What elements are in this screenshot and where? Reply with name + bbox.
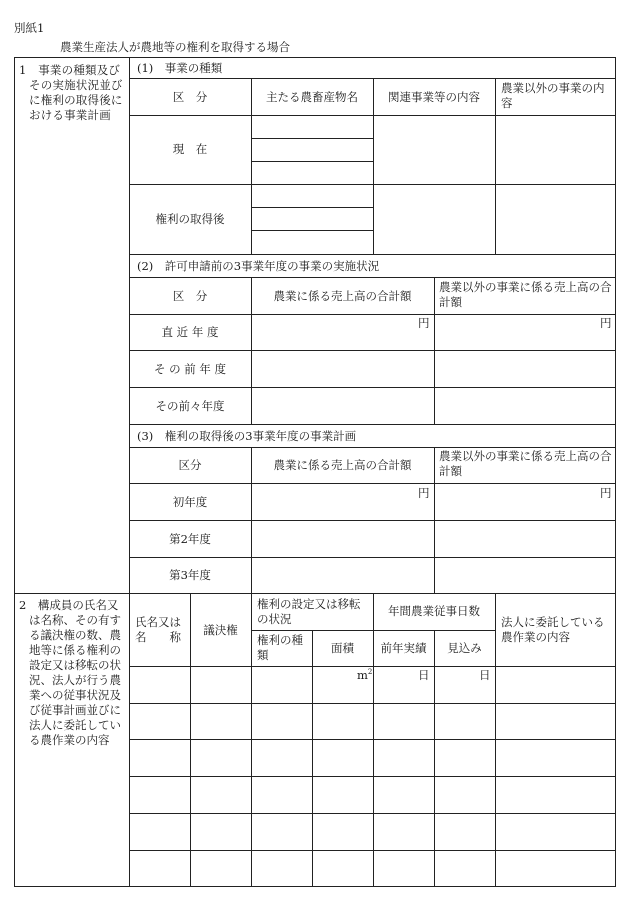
subsection3-title: (3) 権利の取得後の3事業年度の事業計画 (137, 429, 357, 443)
sub3-header-non-agri-sales: 農業以外の事業に係る売上高の合計額 (439, 449, 612, 478)
s2-unit-prev-days: 日 (418, 668, 430, 682)
sub3-row-second-year: 第2年度 (169, 532, 211, 546)
s2-header-entrusted-line: 農作業の内容 (501, 630, 570, 644)
annex-number: 別紙1 (14, 21, 45, 35)
section2-label-line: 設定又は移転の状 (29, 658, 121, 672)
sub2-unit-agri: 円 (418, 316, 430, 330)
sub2-unit-non-agri: 円 (600, 316, 612, 330)
s2-header-days: 年間農業従事日数 (388, 604, 480, 618)
s2-unit-area (357, 668, 372, 683)
s2-header-prev-actual: 前年実績 (380, 641, 427, 655)
sub2-header-agri-sales: 農業に係る売上高の合計額 (273, 289, 412, 303)
sub1-header-non-agri-business: 農業以外の事業の内容 (501, 81, 605, 110)
sub2-header-non-agri-sales: 農業以外の事業に係る売上高の合計額 (439, 280, 612, 309)
sub3-unit-non-agri: 円 (600, 486, 612, 500)
sub1-row-after-acquisition: 権利の取得後 (155, 212, 225, 226)
section2-label-line: る農作業の内容 (29, 733, 110, 747)
section1-label (19, 63, 127, 123)
s2-header-rights-type-line: 権利の種 (257, 633, 303, 647)
s2-unit-area-sup: 2 (367, 668, 373, 677)
s2-header-name-line: 氏名又は (135, 615, 181, 629)
section2-label-line: 法人に委託してい (29, 718, 121, 732)
section1-label-line: おける事業計画 (29, 108, 111, 122)
section2-label-line: び従事計画並びに (29, 703, 121, 717)
sub1-header-related-business: 関連事業等の内容 (388, 90, 480, 104)
s2-header-entrusted-line: 法人に委託している (501, 615, 605, 629)
document-title: 農業生産法人が農地等の権利を取得する場合 (60, 40, 290, 54)
sub2-row-two-years-before: その前々年度 (155, 399, 225, 413)
s2-header-votes: 議決権 (203, 623, 238, 637)
section2-label-line: 況、法人が行う農 (29, 673, 121, 687)
sub1-header-category: 区 分 (172, 90, 208, 104)
section2-label-line: 2 構成員の氏名又 (19, 598, 119, 612)
section2-label-line: は名称、その有す (29, 613, 121, 627)
s2-header-rights (257, 597, 372, 627)
sub3-unit-agri: 円 (418, 486, 430, 500)
sub3-header-agri-sales: 農業に係る売上高の合計額 (273, 458, 412, 472)
section1-label-line: 1 事業の種類及び (19, 63, 121, 77)
s2-unit-expected-days: 日 (479, 668, 491, 682)
sub2-header-category: 区 分 (172, 289, 208, 303)
s2-unit-area-base: m (357, 668, 368, 682)
sub3-header-category: 区分 (178, 458, 202, 472)
s2-header-rights-type-line: 類 (257, 648, 269, 662)
s2-header-area: 面積 (331, 641, 354, 655)
subsection2-title: (2) 許可申請前の3事業年度の事業の実施状況 (137, 259, 380, 273)
section1-label-line: その実施状況並び (29, 78, 123, 92)
section2-label-line: 地等に係る権利の (29, 643, 121, 657)
subsection1-title: (1) 事業の種類 (137, 61, 223, 75)
section2-label-line: 業への従事状況及 (29, 688, 121, 702)
s2-header-expected: 見込み (447, 641, 482, 655)
s2-header-entrusted-work (501, 615, 615, 645)
s2-header-name-line: 名 称 (135, 630, 181, 644)
s2-header-rights-type (257, 633, 311, 663)
s2-header-rights-line: 権利の設定又は移転 (257, 597, 361, 611)
section2-label (19, 598, 127, 748)
section2-label-line: る議決権の数、農 (29, 628, 121, 642)
sub2-row-latest-year: 直 近 年 度 (161, 325, 219, 339)
section1-label-line: に権利の取得後に (29, 93, 123, 107)
sub1-row-current: 現 在 (172, 142, 208, 156)
sub1-header-main-product: 主たる農畜産物名 (266, 90, 358, 104)
sub2-row-previous-year: そ の 前 年 度 (153, 362, 227, 376)
s2-header-rights-line: の状況 (257, 612, 292, 626)
sub3-row-third-year: 第3年度 (169, 568, 211, 582)
s2-header-name (135, 615, 189, 645)
sub3-row-first-year: 初年度 (172, 495, 208, 509)
